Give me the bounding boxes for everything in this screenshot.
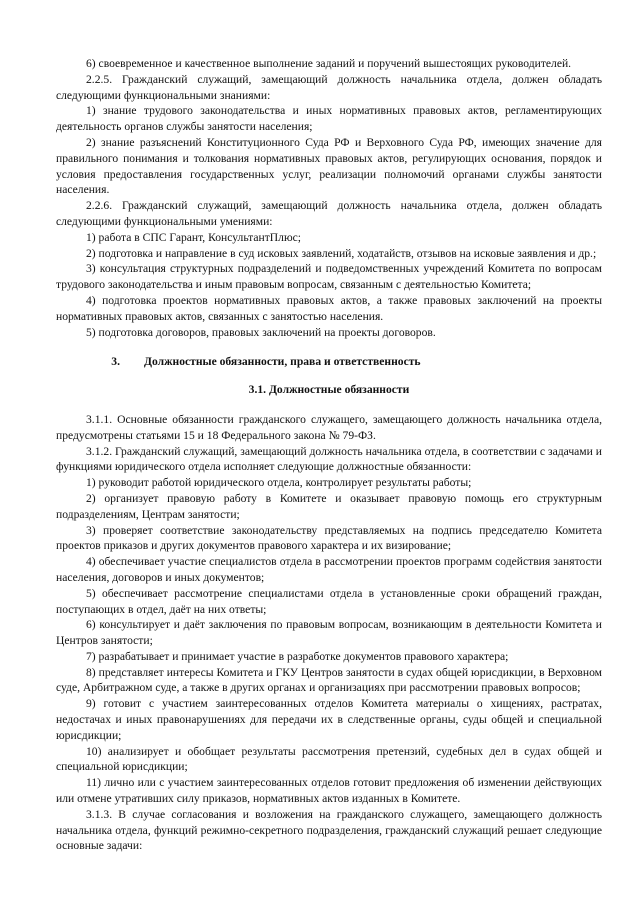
duty-item-6: 6) консультирует и даёт заключения по правовым вопросам, возникающим в деятельности Комитета и Центров занятости; bbox=[56, 618, 602, 648]
duty-item-3: 3) проверяет соответствие законодательству представляемых на подпись председателю Комитета проектов приказов и других документов правового характера и их визирование; bbox=[56, 523, 602, 553]
duty-item-5: 5) обеспечивает рассмотрение специалистами отдела в установленные сроки обращений граждан, поступающих в отдел, даёт на них ответы; bbox=[56, 586, 602, 616]
paragraph-3-1-2: 3.1.2. Гражданский служащий, замещающий должность начальника отдела, в соответствии с задачами и функциями юридического отдела исполняет следующие должностные обязанности: bbox=[56, 444, 602, 474]
duty-item-2: 2) организует правовую работу в Комитете и оказывает правовую помощь его структурным подразделениям, Центрам занятости; bbox=[56, 491, 602, 521]
paragraph-2-2-6: 2.2.6. Гражданский служащий, замещающий должность начальника отдела, должен обладать следующими функциональными умениями: bbox=[56, 199, 602, 228]
duty-item-11: 11) лично или с участием заинтересованных отделов готовит предложения об изменении действующих или отмене утративших силу приказов, нормативных актов изданных в Комитете. bbox=[56, 776, 602, 806]
duty-item-1: 1) руководит работой юридического отдела, контролирует результаты работы; bbox=[86, 476, 472, 490]
duty-item-8: 8) представляет интересы Комитета и ГКУ Центров занятости в судах общей юрисдикции, в Верховном суде, Арбитражном суде, а также в других органах и организациях при рассмотрении правовых вопросов; bbox=[56, 665, 602, 695]
section-3-1-heading: 3.1. Должностные обязанности bbox=[248, 383, 410, 397]
duty-item-4: 4) обеспечивает участие специалистов отдела в рассмотрении проектов программ содействия занятости населения, договоров и иных документов; bbox=[56, 555, 602, 584]
duty-item-9: 9) готовит с участием заинтересованных отделов Комитета материалы о хищениях, растратах, недостачах и иных правонарушениях для передачи их в следственные органы, суды общей и специальной юрисдикции; bbox=[56, 697, 602, 742]
paragraph-2-2-5: 2.2.5. Гражданский служащий, замещающий должность начальника отдела, должен обладать следующими функциональными знаниями: bbox=[56, 72, 602, 102]
knowledge-item-1: 1) знание трудового законодательства и иных нормативных правовых актов, регламентирующих деятельность органов службы занятости населения; bbox=[56, 104, 602, 134]
section-3-title: Должностные обязанности, права и ответственность bbox=[144, 355, 421, 369]
skill-item-5: 5) подготовка договоров, правовых заключений на проекты договоров. bbox=[86, 325, 436, 339]
paragraph-3-1-1: 3.1.1. Основные обязанности гражданского служащего, замещающего должность начальника отдела, предусмотрены статьями 15 и 18 Федерального закона № 79-ФЗ. bbox=[56, 412, 602, 442]
paragraph-item-6-duties: 6) своевременное и качественное выполнение заданий и поручений вышестоящих руководителей. bbox=[86, 57, 572, 70]
knowledge-item-2: 2) знание разъяснений Конституционного Суда РФ и Верховного Суда РФ, имеющих значение для правильного понимания и толкования нормативных правовых актов, регулирующих основания, порядок и условия предоставления государственных услуг, реализации полномочий органами службы занятости населения. bbox=[56, 135, 602, 197]
duty-item-7: 7) разрабатывает и принимает участие в разработке документов правового характера; bbox=[86, 649, 509, 663]
section-3-heading bbox=[56, 354, 602, 370]
document-page bbox=[56, 56, 602, 854]
skill-item-1: 1) работа в СПС Гарант, КонсультантПлюс; bbox=[86, 230, 301, 244]
duty-item-10: 10) анализирует и обобщает результаты рассмотрения претензий, судебных дел в судах общей и специальной юрисдикции; bbox=[56, 744, 602, 774]
section-3-number: 3. bbox=[111, 355, 120, 369]
skill-item-4: 4) подготовка проектов нормативных правовых актов, а также правовых заключений на проекты нормативных правовых актов, связанных с занятостью населения. bbox=[56, 293, 602, 323]
paragraph-3-1-3: 3.1.3. В случае согласования и возложения на гражданского служащего, замещающего должность начальника отдела, функций режимно-секретного подразделения, гражданский служащий решает следующие основные задачи: bbox=[56, 807, 602, 853]
skill-item-2: 2) подготовка и направление в суд исковых заявлений, ходатайств, отзывов на исковые заявления и др.; bbox=[86, 246, 597, 260]
skill-item-3: 3) консультация структурных подразделений и подведомственных учреждений Комитета по вопросам трудового законодательства и иным правовым вопросам, связанным с деятельностью Комитета; bbox=[56, 262, 602, 292]
